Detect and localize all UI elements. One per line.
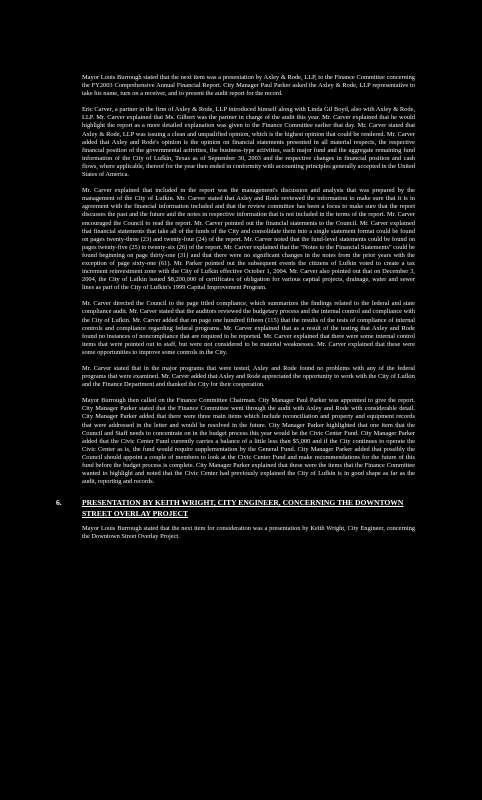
paragraph-finance-committee: Mayor Burrough then called on the Finance Committee Chairman. City Manager Paul Parker was appointed to give the report. City Manager Parker stated that the Finance Committee went through the audit with Axley and Rode with considerable detail. City Manager Parker added that there were three main items which include reconciliation and property and equipment records that were addressed in the letter and would be resolved in the future. City Manager Parker highlighted that one item that the Council and Staff needs to concentrate on in the budget process this year would be the Civic Center Fund. City Manager Parker added that the Civic Center Fund currently carries a balance of a little less than $5,000 and if the City continues to operate the Civic Center as is, the fund would require supplementation by the General Fund. City Manager Parker added that possibly the Council should appoint a couple of members to look at the Civic Center Fund and make recommendations for the future of this fund before the budget process is complete. City Manager Parker explained that these were the items that the Finance Committee wanted to highlight and noted that the Civic Center had previously explained the City of Lufkin is in good shape as far as the audit, reporting and records. <box>82 397 415 486</box>
paragraph-financial-statements: Mr. Carver explained that included in the report was the management's discussion and analysis that was prepared by the management of the City of Lufkin. Mr. Carver stated that Axley and Rode reviewed the information to make sure that it is in agreement with the financial information included and that the review committee has been a focus to make sure that the report discusses the past and the future and the notes in respective information that is not included in the terms of the report. Mr. Carver encouraged the Council to read the report. Mr. Carver pointed out the financial statements to the Council. Mr. Carver explained that financial statements that take all of the funds of the City and consolidate them into a single statement format could be found on pages twenty-three (23) and twenty-four (24) of the report. Mr. Carver noted that the fund-level statements could be found on pages twenty-five (25) to twenty-six (26) of the report. Mr. Carver explained that the "Notes to the Financial Statements" could be found beginning on page thirty-one (31) and that there were no significant changes in the notes from the prior years with the exception of page sixty-one (61). Mr. Parker pointed out the subsequent events the citizens of Lufkin voted to create a tax increment reinvestment zone with the City of Lufkin effective October 1, 2004. Mr. Carver also pointed out that on December 3, 2004, the City of Lufkin issued $8,200,000 of certificates of obligation for various capital projects, drainage, water and sewer lines as part of the City of Lufkin's 1999 Capital Improvement Program. <box>82 187 415 292</box>
paragraph-audit-intro: Mayor Louis Burrough stated that the next item was a presentation by Axley & Rode, LLP, to the Finance Committee concerning the FY2003 Comprehensive Annual Financial Report. City Manager Paul Parker asked the Axley & Rode, LLP representative to take his name, turn on a receiver, and to present the audit report for the record. <box>82 74 415 98</box>
paragraph-compliance: Mr. Carver directed the Council to the page titled compliance, which summarizes the findings related to the federal and state compliance audit. Mr. Carver stated that the auditors reviewed the budgetary process and the internal control and compliance with the City of Lufkin. Mr. Carver added that on page one hundred fifteen (115) that the results of the tests of compliance of internal controls and compliance regarding federal programs. Mr. Carver explained that as a result of the testing that Axley and Rode found no instances of noncompliance that are required to be reported. Mr. Carver explained that there were some internal control items that were pointed out to staff, but were not considered to be material weaknesses. Mr. Carver explained that these were some opportunities to improve some controls in the City. <box>82 300 415 356</box>
paragraph-audit-opinion: Eric Carver, a partner in the firm of Axley & Rode, LLP introduced himself along with Linda Gil Boyd, also with Axley & Rode, LLP. Mr. Carver explained that Ms. Gilbert was the partner in charge of the audit this year. Mr. Carver explained that he would highlight the report as a more detailed explanation was given to the Finance Committee earlier that day. Mr. Carver stated that Axley & Rode, LLP was issuing a clean and unqualified opinion, which is the highest opinion that could be rendered. Mr. Carver added that Axley and Rode's opinion is the opinion on financial statements presented in all material respects, the respective financial position of the governmental activities, the business-type activities, each major fund and the aggregate remaining fund information of the City of Lufkin, Texas as of September 30, 2003 and the respective changes in financial position and cash flows, where applicable, thereof for the year then ended in conformity with accounting principles generally accepted in the United States of America. <box>82 106 415 179</box>
document-body <box>56 74 415 550</box>
paragraph-overlay-project: Mayor Louis Burrough stated that the next item for consideration was a presentation by Keith Wright, City Engineer, concerning the Downtown Street Overlay Project. <box>82 525 415 541</box>
agenda-item-heading: PRESENTATION BY KEITH WRIGHT, CITY ENGINEER, CONCERNING THE DOWNTOWN STREET OVERLAY PROJECT <box>82 498 404 518</box>
agenda-item-number: 6. <box>56 498 62 508</box>
paragraph-major-programs: Mr. Carver stated that in the major programs that were tested, Axley and Rode found no problems with any of the federal programs that were examined. Mr. Carver added that Axley and Rode appreciated the opportunity to work with the City of Lufkin and the Finance Department and thanked the City for their cooperation. <box>82 365 415 389</box>
agenda-item-6 <box>56 498 415 541</box>
